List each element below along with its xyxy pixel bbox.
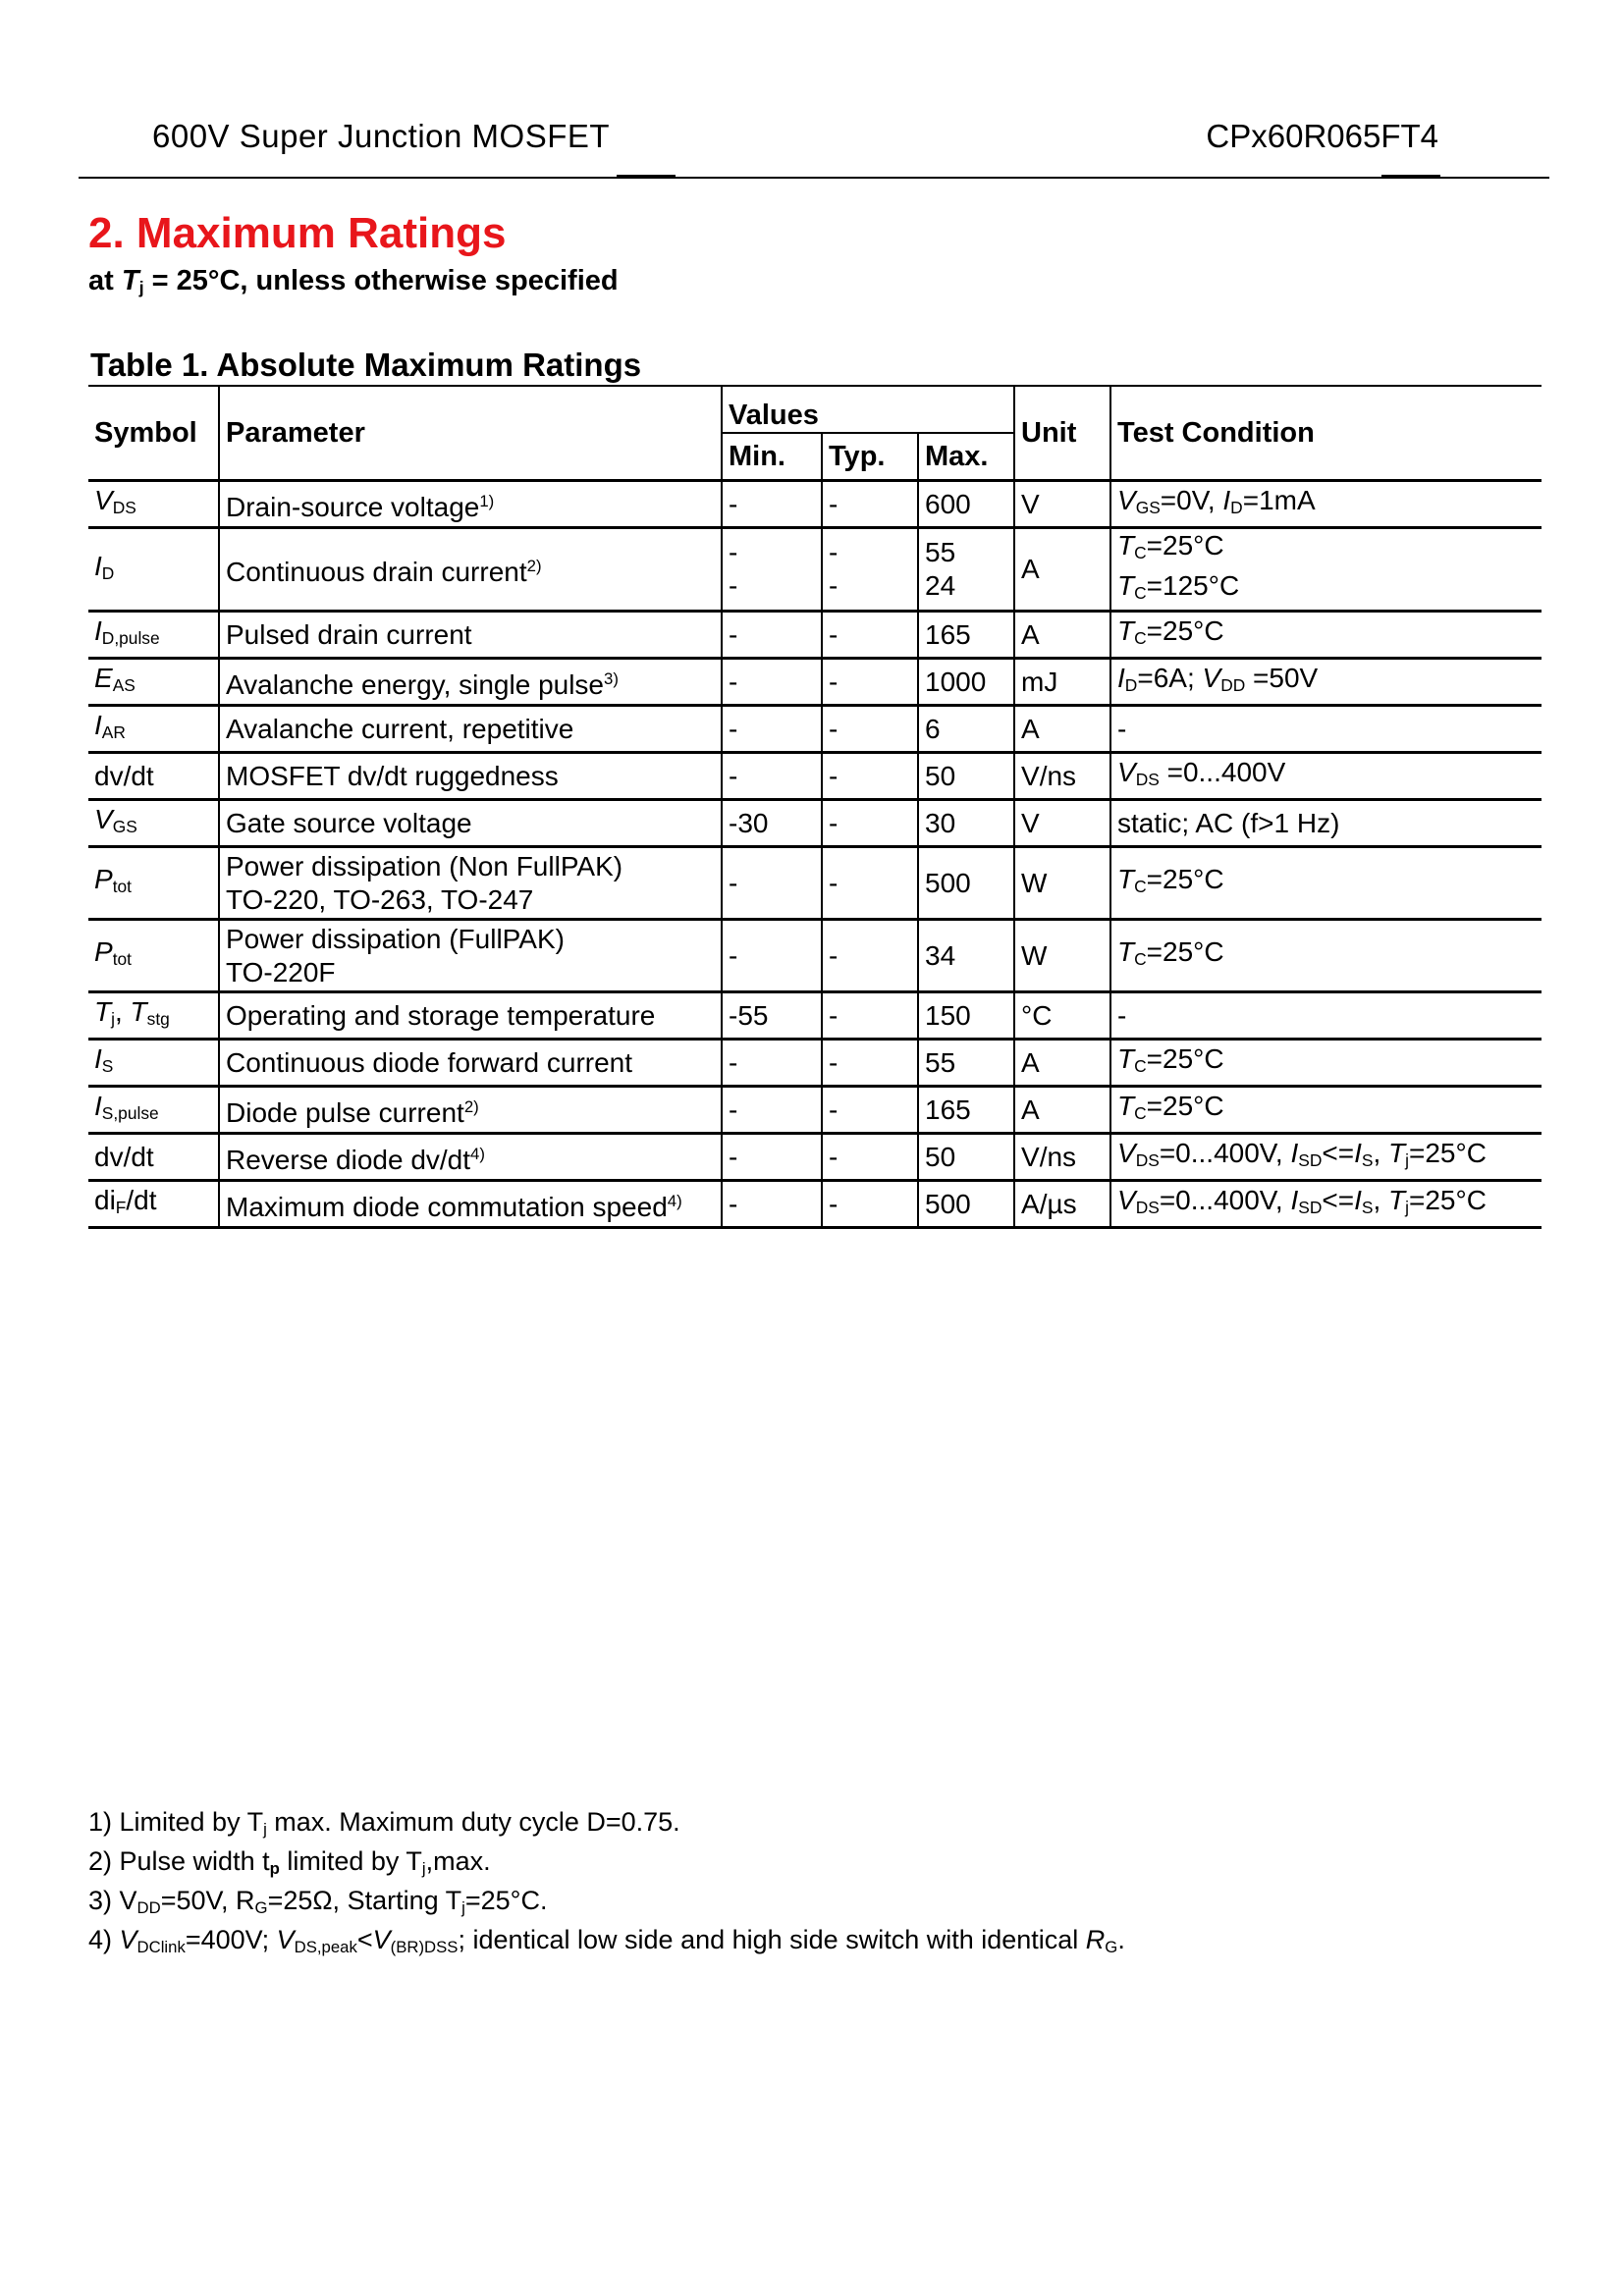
header-rule-accent [617,175,676,178]
symbol-cell: $di_F/dt$ [88,1181,219,1228]
max-cell: 6 [918,706,1014,753]
table-row [88,659,1542,706]
max-cell: 150 [918,992,1014,1040]
parameter-cell: Power dissipation (Non FullPAK) TO-220, TO-263, TO-247 [219,847,722,920]
test-condition-cell: $T_C=25^\circ C$ [1110,847,1542,920]
unit-cell: W [1014,847,1110,920]
table-row [88,753,1542,800]
symbol-cell: $I_{S,pulse}$ [88,1087,219,1134]
product-title: 600V Super Junction MOSFET [152,118,611,154]
typ-cell: - [822,847,918,920]
col-header-test-condition: Test Condition [1110,386,1542,481]
col-header-max: Max. [918,433,1014,481]
col-header-typ: Typ. [822,433,918,481]
table-row [88,992,1542,1040]
max-cell: 500 [918,1181,1014,1228]
parameter-cell: Diode pulse current$^{2)}$ [219,1087,722,1134]
test-condition-cell: $V_{DS} =0...400V$ [1110,753,1542,800]
table-row [88,612,1542,659]
min-cell: - [722,659,822,706]
parameter-cell: MOSFET dv/dt ruggedness [219,753,722,800]
table-row [88,1087,1542,1134]
test-condition-cell: $T_C=25^\circ C$ [1110,1087,1542,1134]
min-cell: - [722,1040,822,1087]
max-cell: 34 [918,920,1014,992]
footnote-1: 1) Limited by $T_j$ max. Maximum duty cycle D=0.75. [88,1807,680,1839]
col-header-values: Values [722,386,1014,433]
unit-cell: W [1014,920,1110,992]
unit-cell: A/µs [1014,1181,1110,1228]
parameter-cell: Avalanche energy, single pulse$^{3)}$ [219,659,722,706]
min-cell: - [722,1087,822,1134]
test-condition-cell: $T_C=25^\circ C$ $T_C=125^\circ C$ [1110,528,1542,612]
test-condition-cell: $V_{DS}=0...400V$, $I_{SD}<=I_S$, $T_j=25^\circ C$ [1110,1134,1542,1181]
symbol-cell: $E_{AS}$ [88,659,219,706]
test-condition-cell: - [1110,992,1542,1040]
min-cell: - [722,1181,822,1228]
footnote-4: 4) $V_{DClink}=400V$; $V_{DS,peak}<V_{(BR)DSS}$; identical low side and high side switch with identical $R_G$. [88,1925,1125,1956]
symbol-cell: $V_{GS}$ [88,800,219,847]
parameter-cell: Operating and storage temperature [219,992,722,1040]
col-header-unit: Unit [1014,386,1110,481]
footnotes [88,1806,1125,1963]
unit-cell: °C [1014,992,1110,1040]
min-cell: - - [722,528,822,612]
table-row [88,847,1542,920]
unit-cell: A [1014,1087,1110,1134]
part-number: CPx60R065FT4 [1206,118,1438,154]
typ-cell: - [822,992,918,1040]
min-cell: -55 [722,992,822,1040]
max-cell: 30 [918,800,1014,847]
table-row [88,706,1542,753]
test-condition-cell: static; AC (f>1 Hz) [1110,800,1542,847]
symbol-cell: dv/dt [88,1134,219,1181]
parameter-cell: Avalanche current, repetitive [219,706,722,753]
max-cell: 1000 [918,659,1014,706]
typ-cell: - [822,706,918,753]
parameter-cell: Continuous drain current$^{2)}$ [219,528,722,612]
test-condition-cell: $V_{DS}=0...400V$, $I_{SD}<=I_S$, $T_j=25^\circ C$ [1110,1181,1542,1228]
max-cell: 500 [918,847,1014,920]
col-header-symbol: Symbol [88,386,219,481]
min-cell: - [722,612,822,659]
unit-cell: mJ [1014,659,1110,706]
typ-cell: - [822,1087,918,1134]
parameter-cell: Reverse diode $dv/dt^{4)}$ [219,1134,722,1181]
max-cell: 50 [918,753,1014,800]
typ-cell: - [822,1134,918,1181]
symbol-cell: $I_S$ [88,1040,219,1087]
symbol-cell: $T_j$, $T_{stg}$ [88,992,219,1040]
header-rule [79,177,1549,179]
min-cell: - [722,706,822,753]
col-header-min: Min. [722,433,822,481]
test-condition-cell: - [1110,706,1542,753]
footnote-3: 3) $V_{DD}=50V$, $R_G=25\Omega$, Starting $T_j=25^\circ C$. [88,1886,548,1917]
test-condition-cell: $T_C=25^\circ C$ [1110,920,1542,992]
typ-cell: - - [822,528,918,612]
parameter-cell: Maximum diode commutation speed$^{4)}$ [219,1181,722,1228]
min-cell: -30 [722,800,822,847]
test-condition-cell: $T_C=25^\circ C$ [1110,1040,1542,1087]
parameter-cell: Power dissipation (FullPAK) TO-220F [219,920,722,992]
unit-cell: A [1014,706,1110,753]
footnote-2: 2) Pulse width $t_p$ limited by $T_j,\max$. [88,1846,491,1878]
test-condition-cell: $V_{GS}=0V$, $I_D=1mA$ [1110,481,1542,528]
unit-cell: A [1014,612,1110,659]
min-cell: - [722,920,822,992]
section-subtitle: at $T_j = 25^\circ C$, unless otherwise specified [88,265,619,297]
symbol-cell: dv/dt [88,753,219,800]
table-row [88,1134,1542,1181]
min-cell: - [722,481,822,528]
unit-cell: A [1014,1040,1110,1087]
unit-cell: V/ns [1014,1134,1110,1181]
test-condition-cell: $I_D=6A$; $V_{DD} =50V$ [1110,659,1542,706]
max-cell: 55 [918,1040,1014,1087]
min-cell: - [722,847,822,920]
typ-cell: - [822,481,918,528]
max-cell: 50 [918,1134,1014,1181]
table-row [88,528,1542,612]
table-body [88,481,1542,1228]
max-cell: 165 [918,612,1014,659]
parameter-cell: Drain-source voltage$^{1)}$ [219,481,722,528]
unit-cell: V/ns [1014,753,1110,800]
symbol-cell: $I_{AR}$ [88,706,219,753]
unit-cell: V [1014,800,1110,847]
table-row [88,481,1542,528]
typ-cell: - [822,659,918,706]
unit-cell: A [1014,528,1110,612]
table-row [88,1040,1542,1087]
table-caption: Table 1. Absolute Maximum Ratings [90,347,642,383]
symbol-cell: $V_{DS}$ [88,481,219,528]
typ-cell: - [822,1040,918,1087]
parameter-cell: Gate source voltage [219,800,722,847]
typ-cell: - [822,612,918,659]
section-title: 2. Maximum Ratings [88,209,507,257]
symbol-cell: $I_D$ [88,528,219,612]
typ-cell: - [822,800,918,847]
max-cell: 165 [918,1087,1014,1134]
absolute-maximum-ratings-table [88,385,1542,1229]
symbol-cell: $P_{tot}$ [88,847,219,920]
typ-cell: - [822,920,918,992]
typ-cell: - [822,753,918,800]
col-header-parameter: Parameter [219,386,722,481]
unit-cell: V [1014,481,1110,528]
parameter-cell: Continuous diode forward current [219,1040,722,1087]
header-rule-accent [1381,175,1440,178]
max-cell: 55 24 [918,528,1014,612]
symbol-cell: $I_{D,pulse}$ [88,612,219,659]
table-row [88,800,1542,847]
table-row [88,920,1542,992]
parameter-cell: Pulsed drain current [219,612,722,659]
symbol-cell: $P_{tot}$ [88,920,219,992]
table-row [88,1181,1542,1228]
max-cell: 600 [918,481,1014,528]
test-condition-cell: $T_C=25^\circ C$ [1110,612,1542,659]
typ-cell: - [822,1181,918,1228]
min-cell: - [722,1134,822,1181]
min-cell: - [722,753,822,800]
